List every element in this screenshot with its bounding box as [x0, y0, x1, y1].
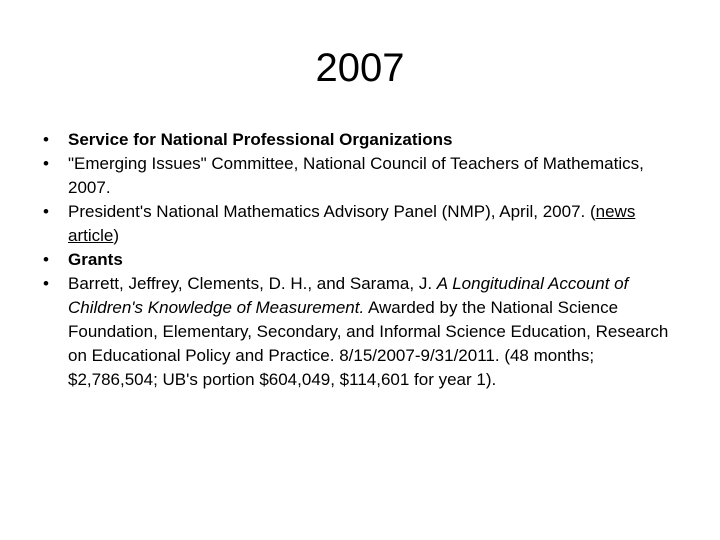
list-item-grant-entry — [36, 272, 676, 392]
nmp-panel-text: President's National Mathematics Advisory Panel (NMP), April, 2007. ( — [68, 202, 596, 221]
grant-authors: Barrett, Jeffrey, Clements, D. H., and Sarama, J. — [68, 274, 437, 293]
bullet-icon: • — [43, 154, 49, 173]
nmp-panel-text-end: ) — [113, 226, 120, 245]
list-item-grants-heading — [36, 248, 676, 272]
bullet-icon: • — [43, 202, 49, 221]
bullet-icon: • — [43, 250, 49, 269]
list-item-service-heading — [36, 128, 676, 152]
list-item-nmp-panel — [36, 200, 676, 248]
nctm-committee-text: "Emerging Issues" Committee, National Council of Teachers of Mathematics, 2007. — [68, 154, 644, 197]
bullet-icon: • — [43, 274, 49, 293]
grants-heading: Grants — [68, 250, 123, 269]
service-heading: Service for National Professional Organizations — [68, 130, 453, 149]
grant-details: Awarded by the National Science Foundation, Elementary, Secondary, and Informal Science Education, Research on Educational Policy and Practice. 8/15/2007-9/31/2011. (48 months; $2,786,504; UB's portion $604,049, $114,601 for year 1). — [68, 298, 669, 389]
list-item-nctm-committee — [36, 152, 676, 200]
bullet-icon: • — [43, 130, 49, 149]
bullet-list — [36, 128, 676, 392]
news-article-link[interactable]: news article — [68, 202, 636, 245]
slide-title: 2007 — [315, 46, 405, 90]
grant-title: A Longitudinal Account of Children's Knowledge of Measurement. — [68, 274, 629, 317]
